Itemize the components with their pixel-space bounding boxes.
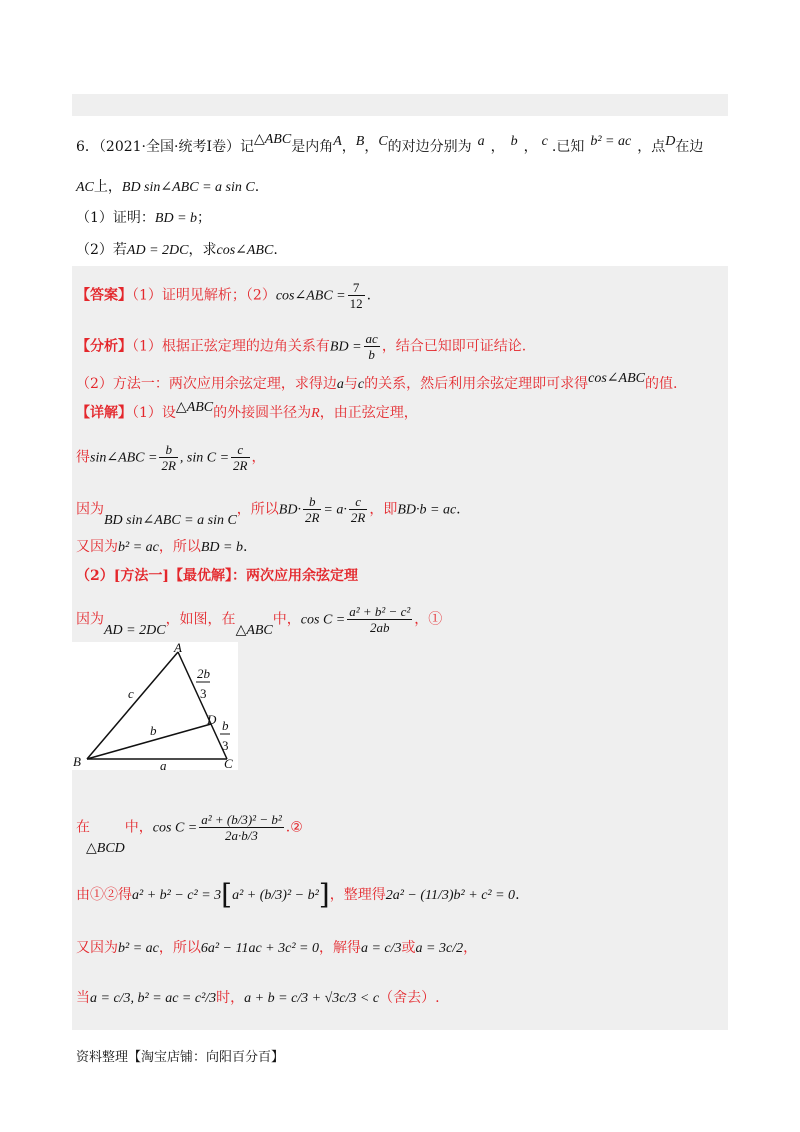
question-1 [76,208,211,229]
text: 又因为 [76,539,118,555]
den: 2R [304,510,320,525]
fraction [349,494,367,525]
text: ，解得 [318,940,361,956]
text: 因为 [76,501,104,518]
text: ，如图，在 [165,611,236,628]
detail-label: 【详解】 [76,405,132,421]
q2-target: cos∠ABC [216,243,274,258]
method1-line-4 [76,938,477,959]
text: 中， [124,819,153,836]
segment-BD [87,724,211,759]
var-D: D [665,134,676,149]
math: cos C = [152,820,198,836]
answer-label: 【答案】 [76,287,132,304]
text: 与 [343,376,358,392]
analysis-line-1 [76,331,526,362]
fraction [303,494,321,525]
var-c: c [357,377,365,392]
analysis-line-2 [76,371,678,395]
text: 在 [76,819,90,836]
label-side-a: a [160,758,167,770]
fraction [231,442,249,473]
method1-line-1 [76,604,443,638]
problem-line-2 [76,177,259,198]
var-AC: AC [76,180,94,195]
detail-line-3 [76,494,461,528]
text: ，整理得 [329,887,386,903]
previous-answer-shade [72,94,728,116]
fraction [199,812,284,843]
answer-fraction [348,280,365,311]
label-B: B [73,754,81,769]
text: .② [285,819,303,836]
den: 2R [161,458,176,473]
text: （2）方法一：两次应用余弦定理，求得边 [76,376,337,392]
var-a: a [477,134,485,149]
num: b [159,442,177,458]
math: 6a² − 11ac + 3c² = 0 [200,941,319,956]
answer-line [76,280,371,311]
label-AD-den: 3 [200,686,207,701]
label-DC-num: b [222,718,229,733]
math: △ABC [235,622,273,638]
text: 是内角 [291,139,334,155]
math: △BCD [86,840,125,856]
den: 12 [349,296,363,311]
num: ac [365,331,378,346]
math: a = c/3 [360,941,402,956]
text: 的关系，然后利用余弦定理即可求得 [364,376,589,392]
text: . [515,887,520,903]
text: ，所以 [236,501,279,518]
text: ，由正弦定理， [319,405,418,421]
den: 2ab [369,620,390,635]
sep: ， [490,139,505,155]
text: 得 [76,449,90,466]
text: ， [251,449,266,466]
text: ， [463,940,478,956]
num: a² + b² − c² [349,604,411,619]
text: 因为 [76,611,104,628]
text: . [254,179,260,195]
math: a + b = c/3 + √3c/3 < c [244,991,380,1006]
var-b: b [510,134,518,149]
answer-lhs: cos∠ABC = [275,288,346,304]
math: a² + b² − c² = 3 [132,888,222,903]
text: 由①②得 [76,887,132,903]
sep: ， [364,139,379,155]
bracket: [ [221,878,233,911]
math: a = c/3, b² = ac = c²/3 [90,991,217,1006]
analysis-fraction [364,331,380,362]
analysis-lhs: BD = [329,339,362,355]
label-AD-num: 2b [197,666,210,681]
text: ； [197,210,212,226]
math: = a· [323,502,347,518]
text: 时， [216,990,245,1006]
text: （1）设 [132,405,176,421]
var-R: R [311,406,320,421]
sep: ， [341,139,356,155]
text: 的对边分别为 [387,139,472,155]
text: . [366,287,372,304]
text: ，所以 [158,539,201,555]
math: BD sin∠ABC = a sin C [104,512,237,528]
problem-number: 6． [76,139,99,155]
fraction [159,442,177,473]
equation: BD sin∠ABC = a sin C [121,180,255,195]
text: 的外接圆半径为 [213,405,312,421]
detail-line-4 [76,537,247,558]
method1-line-3 [76,878,520,911]
math: b² = ac [118,941,159,956]
text: 的值. [644,376,678,392]
cos-abc: cos∠ABC [588,371,645,386]
problem-line-1 [76,132,704,158]
label-A: A [174,642,182,655]
text: ，① [414,611,443,628]
q1-equation: BD = b [154,211,198,226]
text: ，求 [188,242,217,258]
method1-header: （2）[方法一]【最优解】：两次应用余弦定理 [76,568,358,584]
text: .已知 [551,139,585,155]
triangle-abc: △ABC [175,400,214,415]
label-D: D [207,712,217,727]
sep: ， [523,139,538,155]
var-A: A [333,134,342,149]
text: ，所以 [158,940,201,956]
math: a = 3c/2 [415,941,464,956]
num: c [231,442,249,458]
den: 2a·b/3 [225,828,258,843]
label-side-c: c [128,686,134,701]
var-a: a [336,377,344,392]
problem-source: （2021·全国·统考Ⅰ卷）记 [98,139,254,155]
q2-label: （2）若 [76,242,127,258]
triangle-figure [70,642,238,770]
q2-condition: AD = 2DC [126,243,189,258]
question-2 [76,240,278,261]
q1-label: （1）证明： [76,210,155,226]
den: b [368,347,375,362]
triangle-abc: △ABC [253,132,292,147]
var-B: B [355,134,365,149]
text: 或 [401,940,416,956]
var-C: C [378,134,388,149]
method1-line-2 [76,812,303,856]
den: 2R [233,458,248,473]
text: ，点 [637,139,666,155]
num: a² + (b/3)² − b² [201,812,282,827]
den: 2R [350,510,366,525]
text: （舍去）. [379,990,440,1006]
math: BD = b [200,540,243,555]
text: 在边 [675,139,704,155]
text: . [456,501,461,518]
text: 又因为 [76,940,118,956]
detail-line-2 [76,442,266,473]
label-C: C [224,756,233,770]
analysis-label: 【分析】 [76,338,132,355]
math: , sin C = [179,450,230,466]
detail-line-1 [76,400,418,424]
side-AB [87,652,178,759]
num: 7 [348,280,365,296]
label-DC-den: 3 [222,738,229,753]
method1-line-5 [76,988,440,1009]
var-c: c [541,134,548,149]
text: 上， [93,179,122,195]
math: BD·b = ac [397,502,457,518]
answer-text: （1）证明见解析；（2） [132,287,276,304]
analysis-text: （1）根据正弦定理的边角关系有 [132,338,330,355]
math: BD· [278,502,301,518]
page-footer: 资料整理【淘宝店铺：向阳百分百】 [76,1050,285,1065]
analysis-text: ，结合已知即可证结论. [381,338,527,355]
fraction [347,604,412,635]
text: . [242,539,248,555]
text: . [273,242,278,258]
label-side-b: b [150,723,157,738]
math: sin∠ABC = [90,450,158,466]
math: AD = 2DC [104,622,166,638]
math: b² = ac [118,540,159,555]
text: 中， [272,611,301,628]
math: 2a² − (11/3)b² + c² = 0 [385,888,516,903]
math: cos C = [300,612,346,628]
num: b [303,494,321,510]
num: c [349,494,367,510]
math: a² + (b/3)² − b² [232,888,319,903]
bracket: ] [318,878,330,911]
text: 当 [76,990,90,1006]
condition: b² = ac [590,134,632,149]
text: ，即 [369,501,398,518]
